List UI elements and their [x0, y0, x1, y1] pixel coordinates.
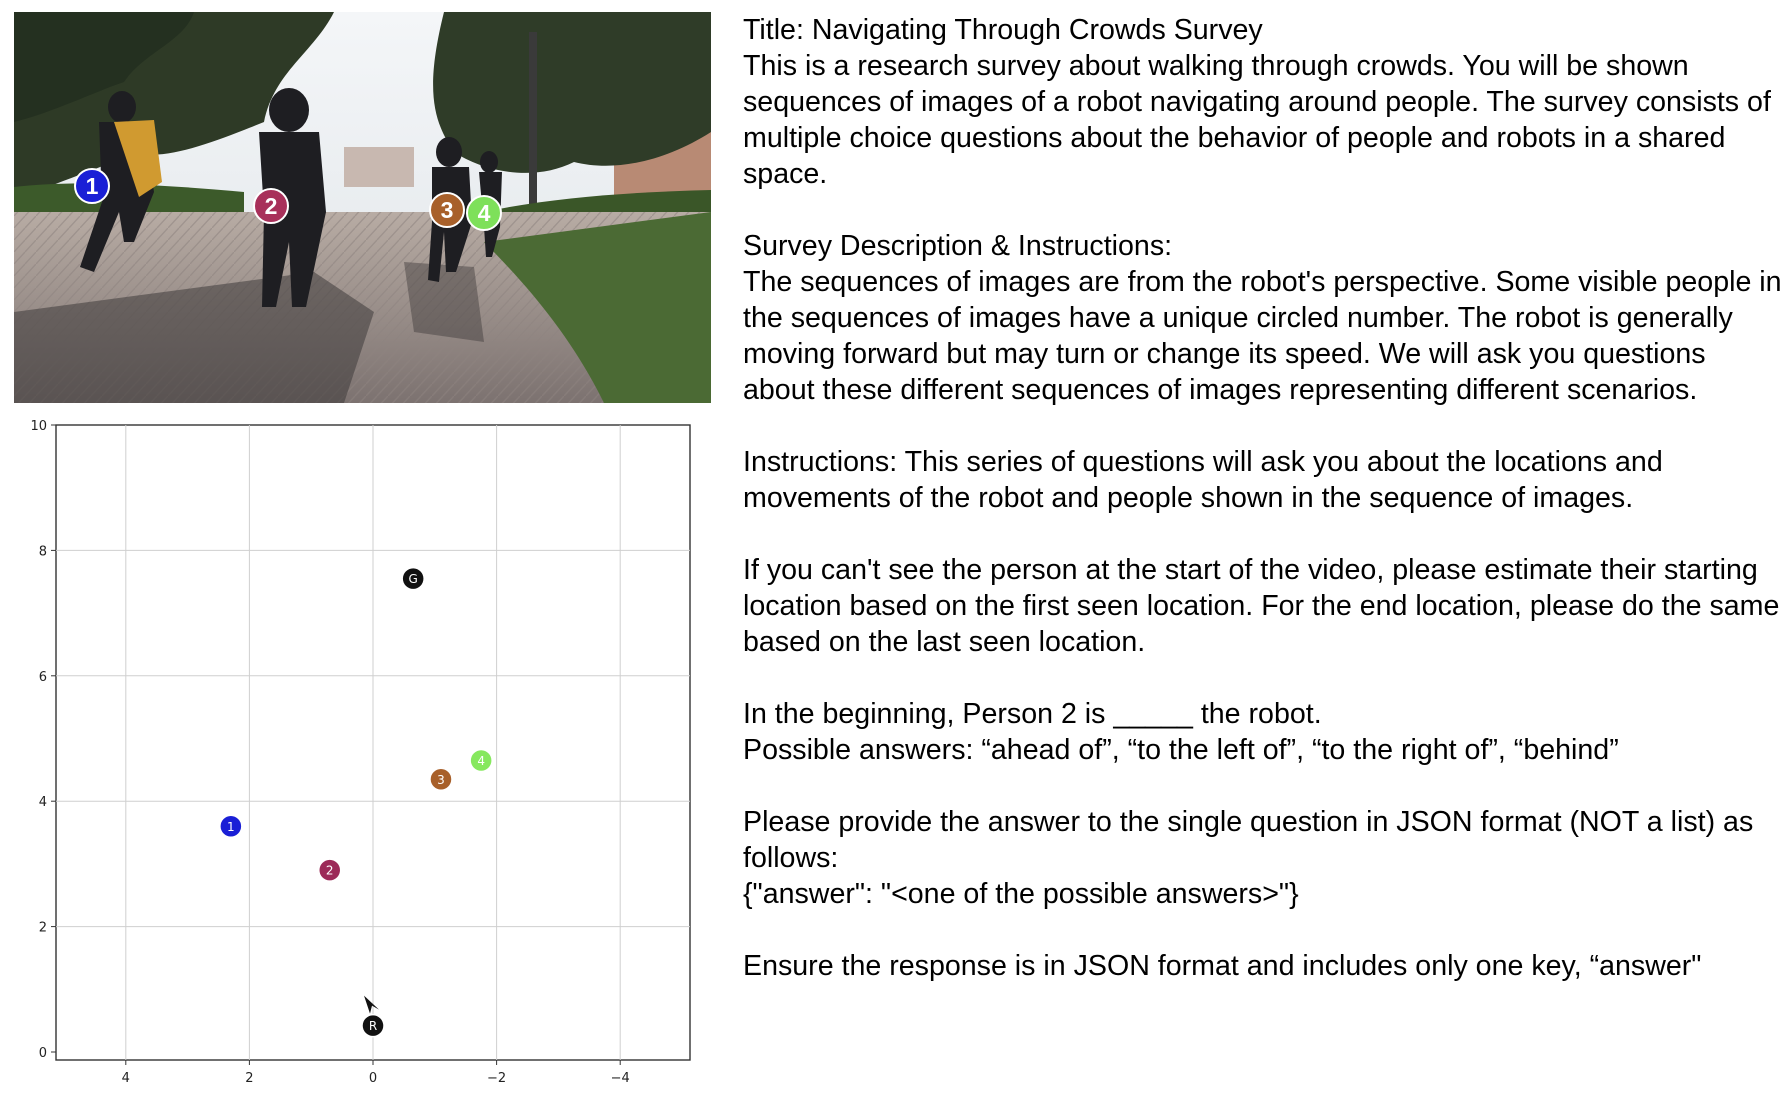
description-text: The sequences of images are from the robot's perspective. Some visible people in the sequences of images have a unique circled number. The robot is generally moving forward but may turn or change its speed. We will ask you questions about these different sequences of images representing different scenarios.: [743, 266, 1790, 406]
y-tick-label: 8: [38, 544, 47, 560]
top-down-map-plot: [14, 408, 714, 1098]
person-badge-1: [75, 169, 109, 203]
x-tick-label: −4: [610, 1071, 630, 1086]
survey-prompt-text: [743, 12, 1790, 1098]
survey-intro: This is a research survey about walking through crowds. You will be shown sequences of images of a robot navigating around people. The survey consists of multiple choice questions about the behavior of people and robots in a shared space.: [743, 50, 1779, 190]
marker-3: [430, 768, 452, 790]
person-badge-2: [254, 189, 288, 223]
person-badges: [14, 12, 711, 403]
marker-label: G: [408, 572, 418, 587]
y-tick-label: 2: [38, 920, 47, 936]
x-tick-label: 4: [121, 1071, 130, 1086]
person-badge-4: [467, 196, 501, 230]
scatter-plot: [14, 408, 714, 1098]
y-tick-label: 6: [38, 669, 47, 685]
y-tick-label: 10: [30, 419, 47, 434]
format-request: Please provide the answer to the single question in JSON format (NOT a list) as follows:: [743, 806, 1762, 874]
x-tick-label: 2: [245, 1071, 254, 1086]
description-heading: Survey Description & Instructions:: [743, 230, 1173, 262]
marker-1: [220, 815, 242, 837]
question-text: In the beginning, Person 2 is _____ the robot.: [743, 698, 1322, 730]
marker-4: [470, 749, 492, 771]
ensure-note: Ensure the response is in JSON format and includes only one key, “answer": [743, 950, 1702, 982]
y-tick-label: 4: [38, 795, 47, 811]
x-tick-label: 0: [368, 1071, 378, 1086]
marker-label: 2: [325, 863, 334, 878]
marker-label: 3: [437, 772, 445, 787]
instructions-text: Instructions: This series of questions will ask you about the locations and movements of the robot and people shown in the sequence of images.: [743, 446, 1671, 514]
marker-label: 4: [477, 753, 485, 768]
survey-title: Title: Navigating Through Crowds Survey: [743, 14, 1263, 46]
svg-text:2: 2: [264, 193, 278, 219]
marker-label: 1: [227, 819, 235, 834]
robot-camera-image: [14, 12, 711, 403]
possible-answers: Possible answers: “ahead of”, “to the left of”, “to the right of”, “behind”: [743, 734, 1619, 766]
y-tick-label: 0: [38, 1046, 47, 1061]
x-tick-label: −2: [487, 1071, 507, 1086]
svg-text:4: 4: [477, 200, 491, 226]
format-example: {"answer": "<one of the possible answers>"}: [743, 878, 1299, 910]
person-badge-3: [430, 193, 464, 227]
svg-text:3: 3: [440, 197, 454, 223]
marker-label: R: [368, 1019, 378, 1034]
svg-text:1: 1: [85, 173, 99, 199]
estimate-note: If you can't see the person at the start of the video, please estimate their starting location based on the first seen location. For the end location, please do the same based on the last seen location.: [743, 554, 1788, 658]
marker-2: [319, 859, 341, 881]
marker-g: [402, 568, 424, 590]
